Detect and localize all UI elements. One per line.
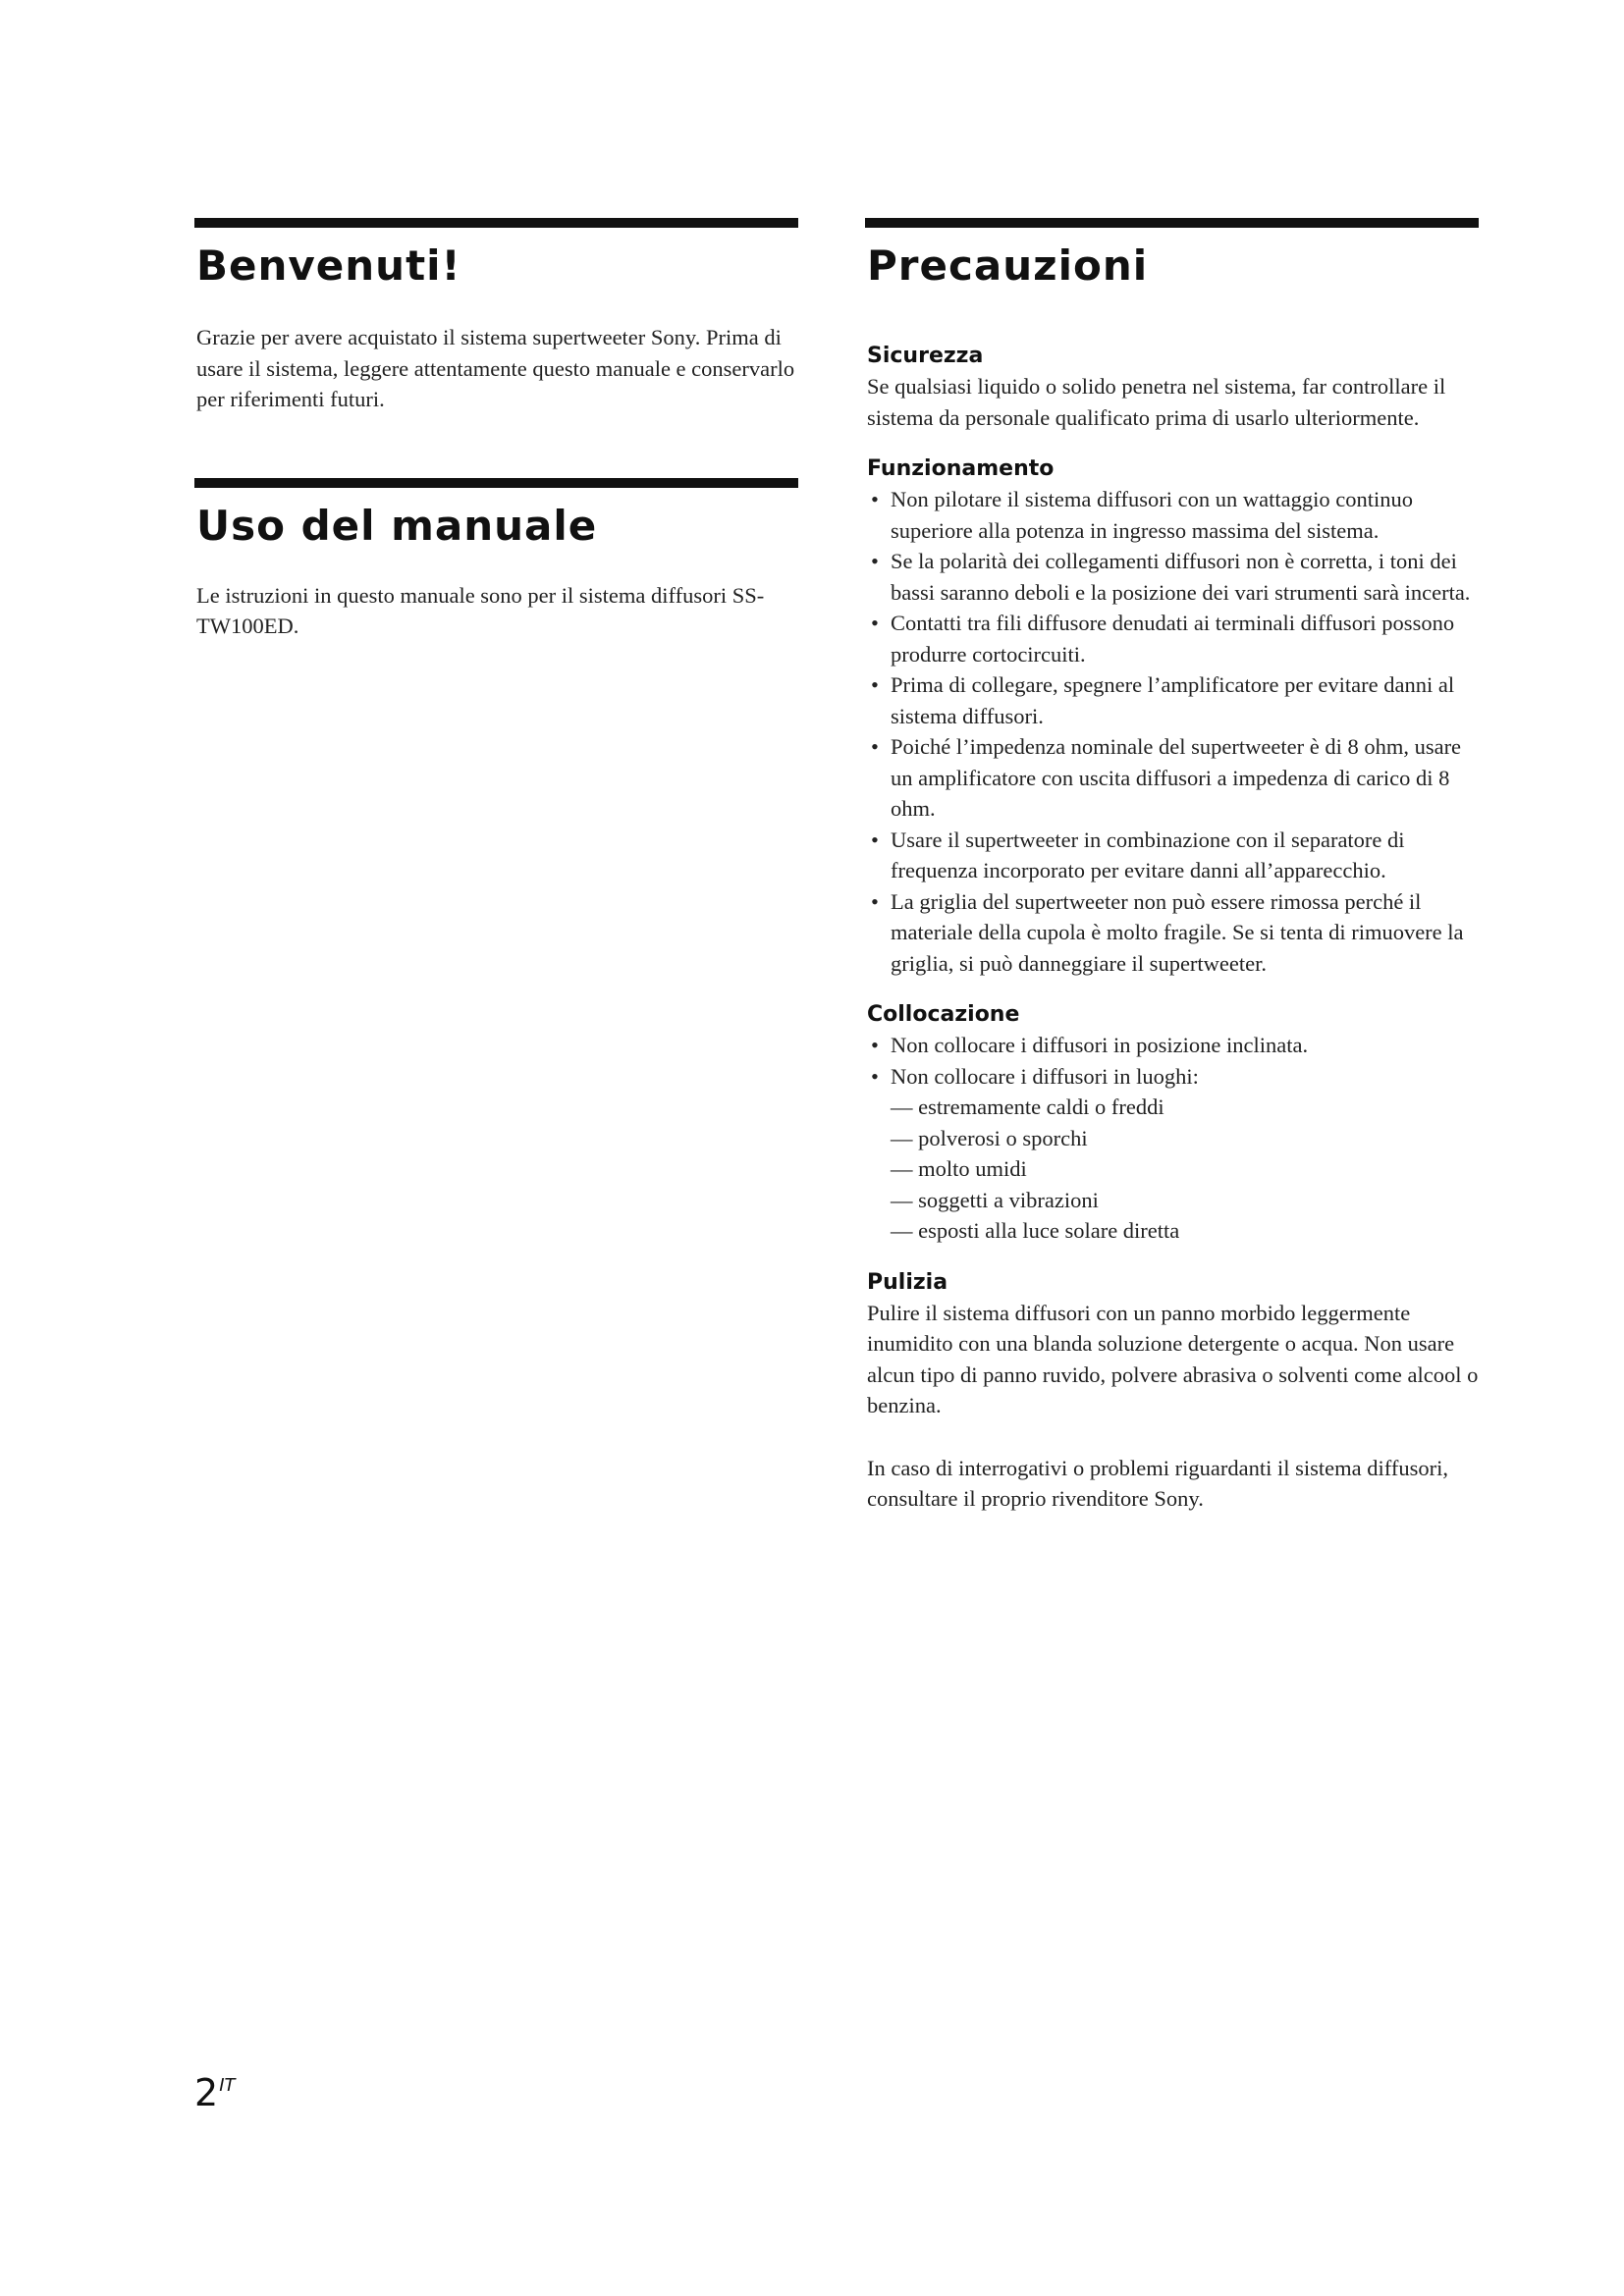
list-item-text: Se la polarità dei collegamenti diffusori non è corretta, i toni dei bassi saranno deboli e la posizione dei vari strumenti sarà incerta.: [891, 549, 1471, 605]
manual-usage-title: Uso del manuale: [196, 501, 598, 550]
list-item: [867, 1030, 1479, 1061]
section-divider: [194, 478, 798, 488]
sublist-item: — soggetti a vibrazioni: [891, 1187, 1099, 1212]
manual-usage-section: [194, 478, 798, 642]
bullet-icon: •: [871, 611, 879, 635]
list-item: [867, 484, 1479, 546]
bullet-icon: •: [871, 827, 879, 852]
section-divider: [194, 218, 798, 228]
cleaning-text: Pulire il sistema diffusori con un panno morbido leggermente inumidito con una blanda soluzione detergente o acqua. Non usare alcun tipo di panno ruvido, polvere abrasiva o solventi come alcool o benzina.: [867, 1300, 1479, 1417]
sublist-item: — polverosi o sporchi: [891, 1125, 1088, 1150]
page-number: [194, 2071, 236, 2114]
list-item: [867, 731, 1479, 825]
operation-heading: Funzionamento: [867, 456, 1055, 481]
precautions-title: Precauzioni: [867, 241, 1149, 290]
safety-heading: Sicurezza: [867, 344, 984, 368]
list-item-text: Poiché l’impedenza nominale del supertweeter è di 8 ohm, usare un amplificatore con uscita diffusori a impedenza di carico di 8 ohm.: [891, 734, 1462, 821]
placement-sublist: [865, 1092, 1479, 1247]
placement-section: [865, 1000, 1479, 1247]
welcome-section: [194, 218, 798, 415]
placement-heading: Collocazione: [867, 1002, 1020, 1027]
list-item-text: Usare il supertweeter in combinazione con il separatore di frequenza incorporato per evitare danni all’apparecchio.: [891, 827, 1405, 882]
section-divider: [865, 218, 1479, 228]
list-item-text: Non pilotare il sistema diffusori con un wattaggio continuo superiore alla potenza in ingresso massima del sistema.: [891, 487, 1413, 543]
bullet-icon: •: [871, 888, 879, 914]
bullet-icon: •: [871, 734, 879, 759]
list-item-text: La griglia del supertweeter non può essere rimossa perché il materiale della cupola è molto fragile. Se si tenta di rimuovere la griglia, si può danneggiare il supertweeter.: [891, 888, 1464, 976]
safety-section: [865, 342, 1479, 433]
operation-list: [865, 484, 1479, 979]
contact-dealer-text: In caso di interrogativi o problemi riguardanti il sistema diffusori, consultare il proprio rivenditore Sony.: [867, 1455, 1448, 1511]
list-item: [867, 1061, 1479, 1093]
cleaning-section: [865, 1268, 1479, 1515]
list-item-text: Non collocare i diffusori in luoghi:: [891, 1063, 1199, 1089]
welcome-title: Benvenuti!: [196, 241, 461, 290]
list-item: [867, 546, 1479, 608]
list-item-text: Prima di collegare, spegnere l’amplificatore per evitare danni al sistema diffusori.: [891, 672, 1455, 728]
list-item: [867, 669, 1479, 731]
welcome-text: Grazie per avere acquistato il sistema supertweeter Sony. Prima di usare il sistema, leggere attentamente questo manuale e conservarlo per riferimenti futuri.: [196, 325, 795, 411]
placement-list: [865, 1030, 1479, 1092]
list-item-text: Non collocare i diffusori in posizione inclinata.: [891, 1033, 1309, 1057]
list-item: [867, 608, 1479, 669]
bullet-icon: •: [871, 1033, 879, 1057]
list-item: [867, 825, 1479, 886]
bullet-icon: •: [871, 672, 879, 697]
operation-section: [865, 454, 1479, 979]
page-number-value: 2: [194, 2071, 219, 2114]
bullet-icon: •: [871, 549, 879, 573]
sublist-item: — estremamente caldi o freddi: [891, 1095, 1164, 1119]
safety-text: Se qualsiasi liquido o solido penetra nel sistema, far controllare il sistema da personale qualificato prima di usarlo ulteriormente.: [867, 374, 1446, 430]
list-item-text: Contatti tra fili diffusore denudati ai terminali diffusori possono produrre cortocircuiti.: [891, 611, 1455, 667]
cleaning-heading: Pulizia: [867, 1269, 948, 1295]
bullet-icon: •: [871, 1063, 879, 1089]
manual-usage-text: Le istruzioni in questo manuale sono per il sistema diffusori SS-TW100ED.: [196, 582, 765, 638]
sublist-item: — molto umidi: [891, 1156, 1027, 1181]
sublist-item: — esposti alla luce solare diretta: [891, 1218, 1180, 1243]
list-item: [867, 886, 1479, 980]
left-column: [194, 218, 798, 642]
right-column: [865, 218, 1479, 1515]
page-language-suffix: IT: [219, 2075, 236, 2096]
bullet-icon: •: [871, 487, 879, 511]
